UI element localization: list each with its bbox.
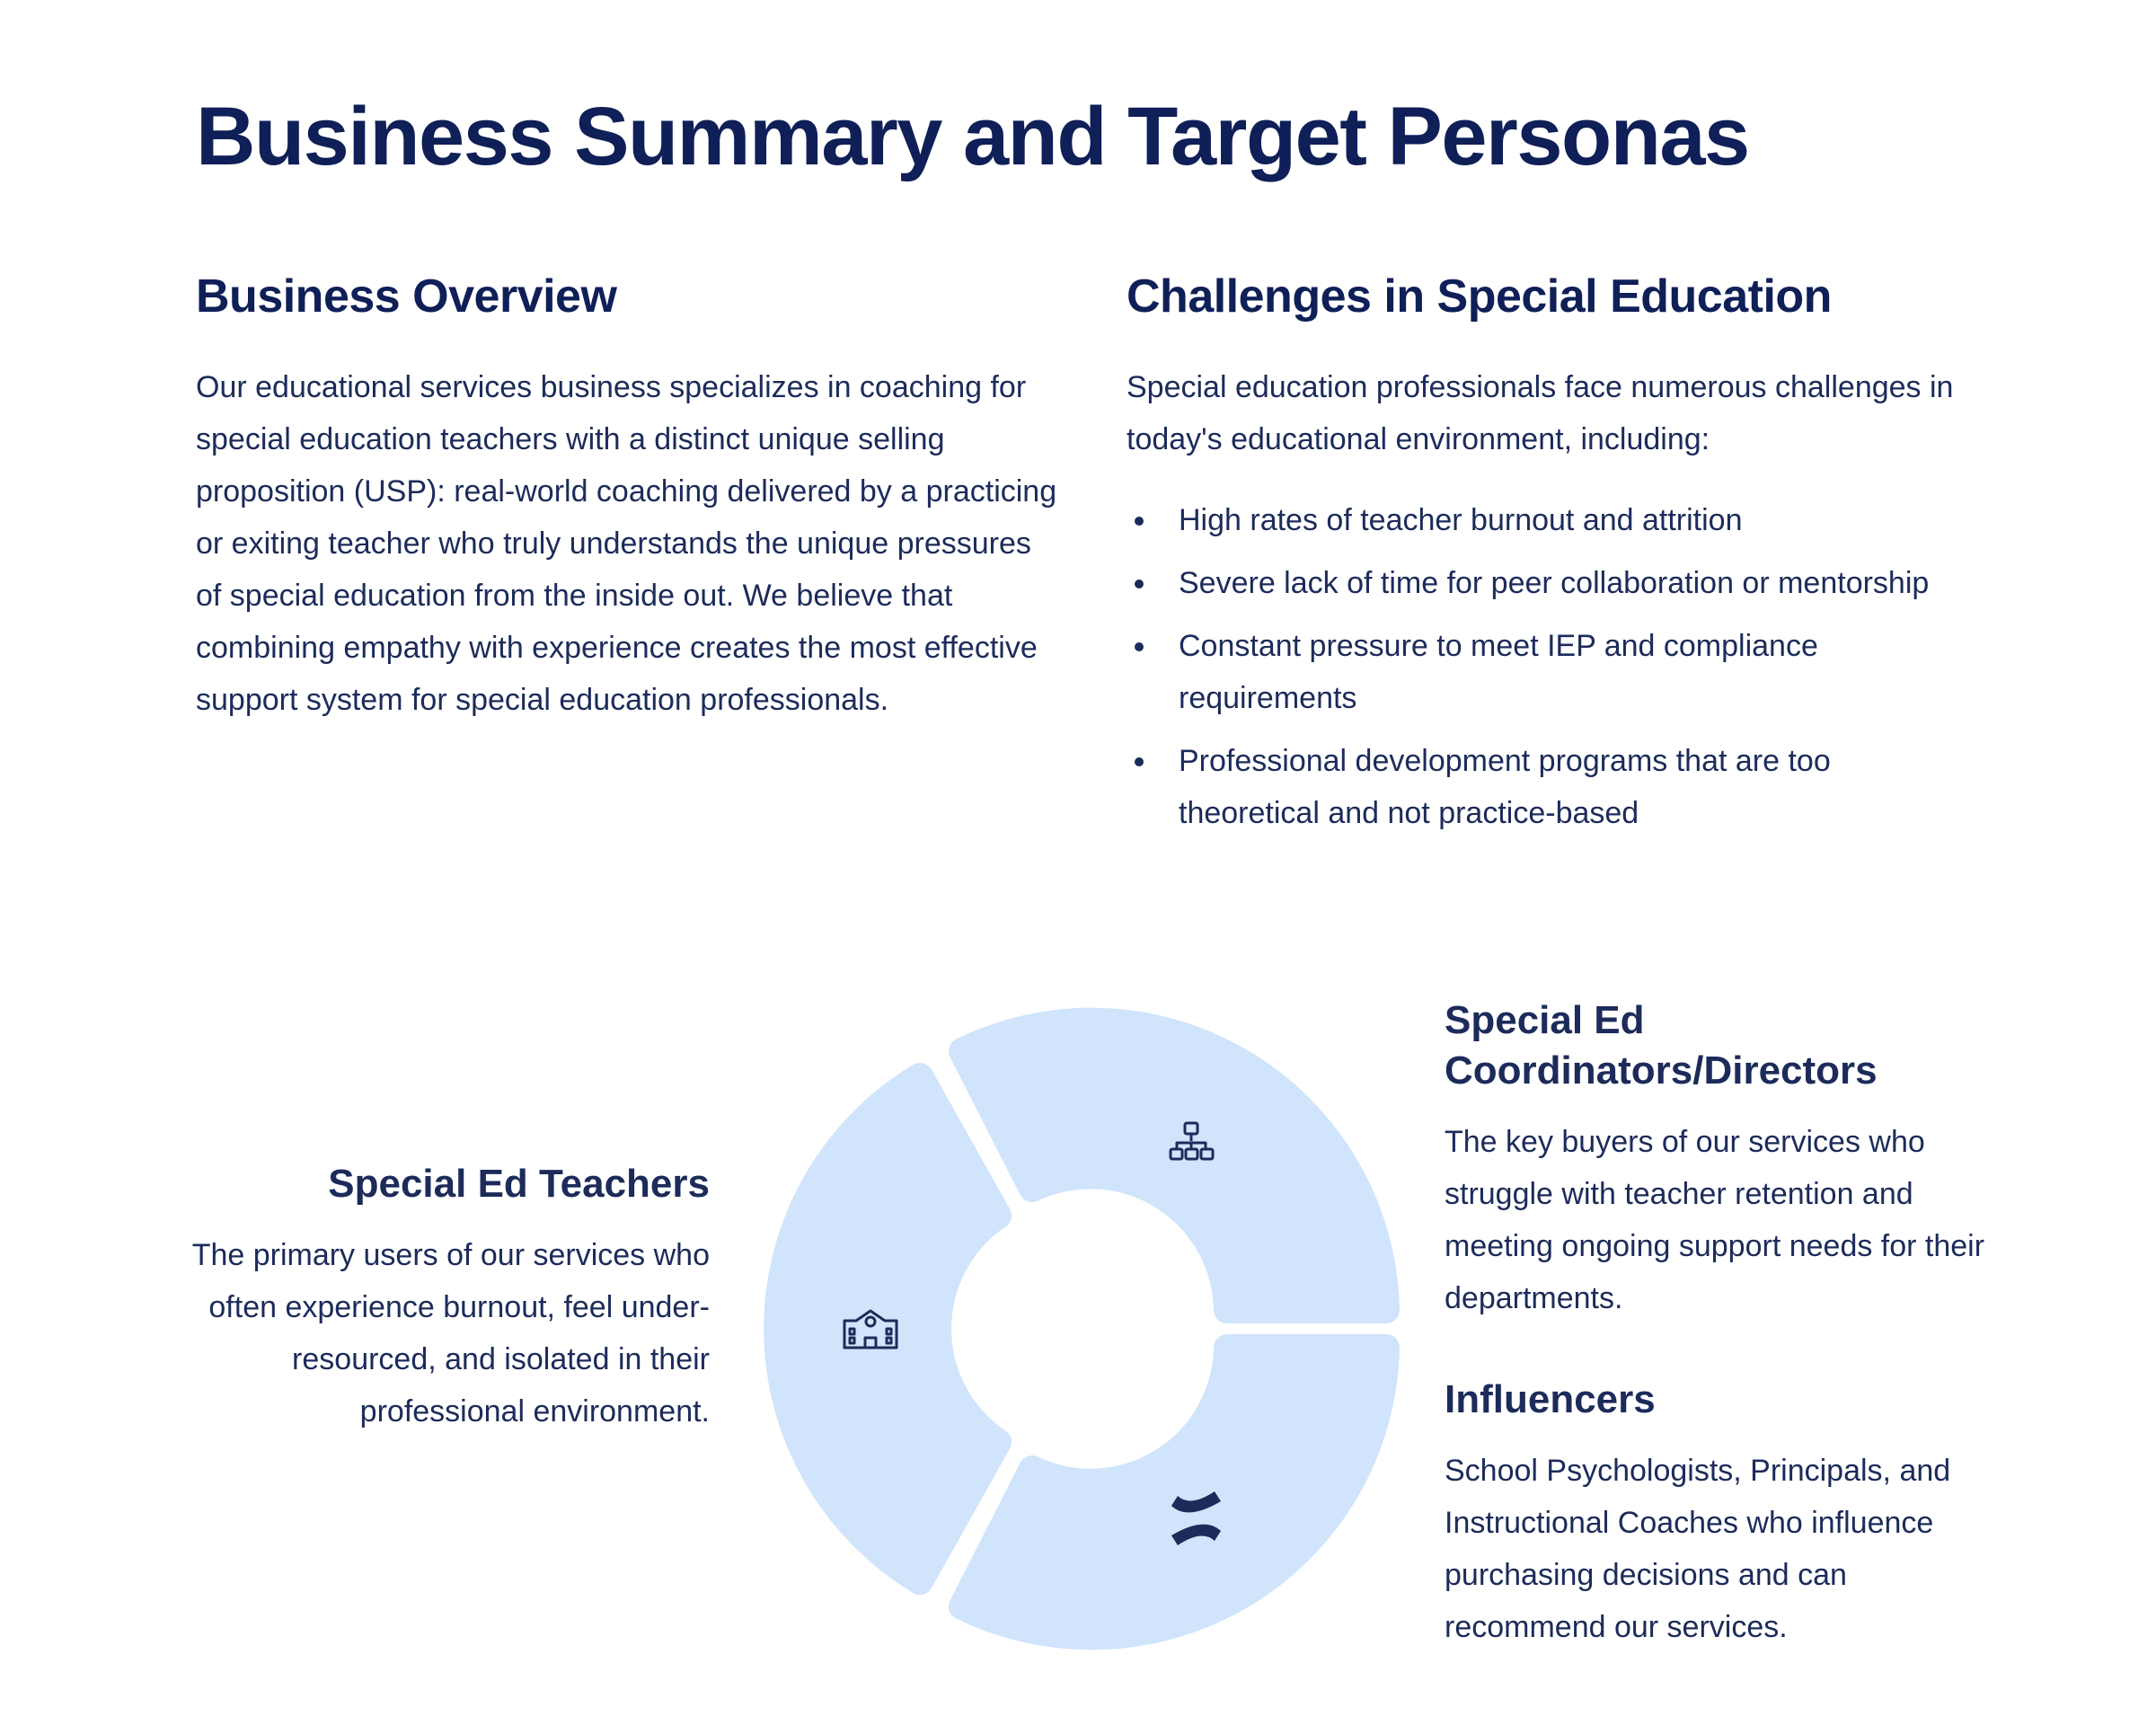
persona-teachers [171, 1159, 710, 1438]
challenge-item: Severe lack of time for peer collaboration or mentorship [1127, 557, 1971, 609]
challenge-item: High rates of teacher burnout and attrition [1127, 494, 1971, 546]
donut-segment-influencers [962, 1348, 1386, 1636]
donut-segment-directors [962, 1022, 1386, 1310]
persona-influencers [1445, 1375, 2001, 1653]
persona-influencers-heading: Influencers [1445, 1377, 1656, 1421]
business-overview-heading: Business Overview [196, 270, 617, 323]
persona-teachers-text: The primary users of our services who often experience burnout, feel under-resourced, and isolated in their professional environment. [191, 1238, 710, 1429]
business-overview-text: Our educational services business specializes in coaching for special education teachers with a distinct unique selling proposition (USP): real-world coaching delivered by a practicing or exiting teacher who truly understands the unique pressures of special education from the inside out. We believe that combining empathy with experience creates the most effective support system for special education professionals. [196, 370, 1057, 717]
page-title: Business Summary and Target Personas [196, 91, 1749, 182]
persona-directors-text: The key buyers of our services who struggle with teacher retention and meeting ongoing support needs for their departments. [1445, 1125, 1985, 1315]
challenge-item: Constant pressure to meet IEP and compliance requirements [1127, 620, 1971, 724]
persona-teachers-heading: Special Ed Teachers [328, 1162, 710, 1206]
challenge-item: Professional development programs that are too theoretical and not practice-based [1127, 735, 1971, 839]
persona-directors [1445, 995, 2001, 1324]
challenges-intro: Special education professionals face numerous challenges in today's educational environment, including: [1127, 370, 1954, 456]
persona-influencers-text: School Psychologists, Principals, and Instructional Coaches who influence purchasing decisions and can recommend our services. [1445, 1454, 1951, 1644]
persona-directors-heading: Special Ed Coordinators/Directors [1445, 998, 1878, 1093]
challenges-heading: Challenges in Special Education [1127, 270, 1832, 323]
